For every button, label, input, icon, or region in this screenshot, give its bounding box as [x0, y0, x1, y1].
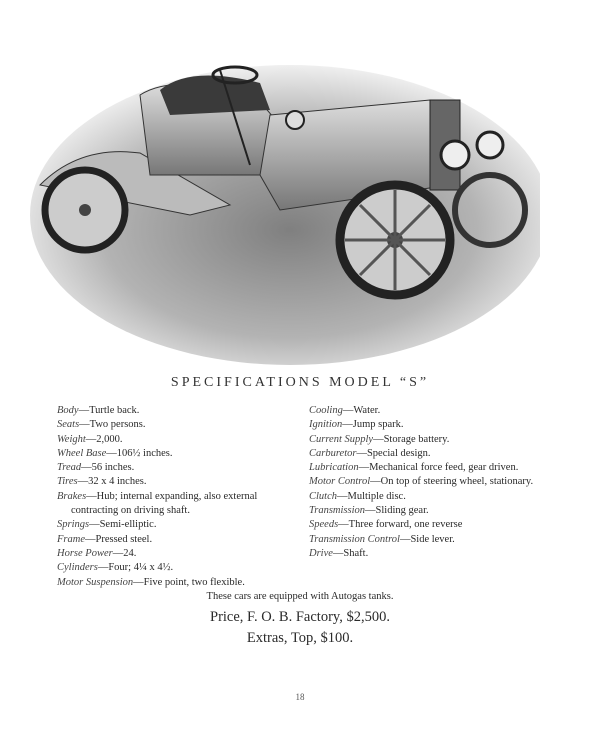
spec-value: —Shaft. — [332, 547, 369, 559]
spec-item — [57, 404, 302, 418]
spec-label: Ignition — [309, 419, 343, 431]
spec-label: Tread — [57, 462, 82, 474]
spec-item — [57, 518, 302, 532]
spec-value: —Three forward, one reverse — [338, 519, 463, 531]
spec-label: Drive — [309, 547, 333, 559]
spec-label: Tires — [57, 476, 78, 488]
spec-value: —Semi-elliptic. — [89, 519, 157, 531]
spec-item — [57, 533, 302, 547]
spec-value: —Jump spark. — [342, 419, 404, 431]
spec-item — [57, 475, 302, 489]
spec-item — [309, 504, 549, 518]
spec-value: —Storage battery. — [373, 433, 450, 445]
spec-label: Springs — [57, 519, 90, 531]
price-line: Price, F. O. B. Factory, $2,500. — [210, 609, 390, 625]
spec-label: Speeds — [309, 519, 339, 531]
spec-label: Carburetor — [309, 447, 357, 459]
spec-value: —32 x 4 inches. — [77, 476, 147, 488]
spec-item — [309, 418, 549, 432]
page-number: 18 — [295, 692, 305, 702]
page-title: SPECIFICATIONS MODEL “S” — [170, 375, 430, 390]
spec-value: —Water. — [342, 405, 381, 416]
car-illustration — [20, 35, 540, 365]
spec-label: Lubrication — [309, 462, 359, 474]
spec-item — [309, 490, 549, 504]
spec-value: —Special design. — [356, 447, 431, 459]
spec-label: Body — [57, 405, 79, 416]
spec-label: Frame — [57, 533, 85, 545]
spec-item — [309, 447, 549, 461]
spec-item — [57, 433, 302, 447]
spec-label: Cylinders — [57, 562, 98, 574]
spec-value: —Four; 4¼ x 4½. — [97, 562, 174, 574]
spec-item — [57, 576, 302, 590]
spec-label: Horse Power — [57, 547, 113, 559]
spec-item — [57, 461, 302, 475]
spec-item — [57, 418, 302, 432]
spec-label: Clutch — [309, 490, 337, 502]
spec-item — [309, 433, 549, 447]
spec-value: —On top of steering wheel, stationary. — [370, 476, 534, 488]
spec-label: Motor Control — [309, 476, 371, 488]
spec-value: —56 inches. — [81, 462, 135, 474]
spec-label: Brakes — [57, 490, 87, 502]
spec-item — [57, 547, 302, 561]
spec-label: Motor Suspension — [57, 576, 134, 588]
spec-value: —Turtle back. — [78, 405, 140, 416]
spec-value: —Five point, two flexible. — [133, 576, 245, 588]
spec-value: —Sliding gear. — [365, 505, 429, 517]
spec-item — [309, 404, 549, 418]
spec-label: Weight — [57, 433, 86, 445]
spec-item — [309, 533, 549, 547]
spec-label: Wheel Base — [57, 447, 107, 459]
spec-label: Seats — [57, 419, 80, 431]
specs-right-column — [309, 404, 549, 561]
spec-item — [309, 461, 549, 475]
autogas-note: These cars are equipped with Autogas tanks. — [206, 591, 394, 602]
spec-value: —Multiple disc. — [337, 490, 406, 502]
spec-label: Current Supply — [309, 433, 374, 445]
spec-value: —Pressed steel. — [85, 533, 153, 545]
spec-item — [57, 447, 302, 461]
spec-item — [57, 561, 302, 575]
extras-line: Extras, Top, $100. — [246, 630, 354, 646]
spec-value: —2,000. — [85, 433, 123, 445]
spec-value: —Mechanical force feed, gear driven. — [358, 462, 519, 474]
spec-value: —106½ inches. — [106, 447, 173, 459]
spec-value: —Hub; internal expanding, also external contracting on driving shaft. — [71, 490, 258, 517]
spec-item — [309, 547, 549, 561]
spec-item — [309, 518, 549, 532]
spec-label: Transmission — [309, 505, 366, 517]
specs-left-column — [57, 404, 302, 590]
front-wheel — [340, 185, 450, 295]
spec-value: —Side lever. — [399, 533, 455, 545]
spec-label: Transmission Control — [309, 533, 400, 545]
spec-value: —Two persons. — [79, 419, 146, 431]
spec-label: Cooling — [309, 405, 343, 416]
rear-wheel — [45, 170, 125, 250]
spec-value: —24. — [112, 547, 137, 559]
spec-item — [309, 475, 549, 489]
spec-item — [57, 490, 302, 519]
